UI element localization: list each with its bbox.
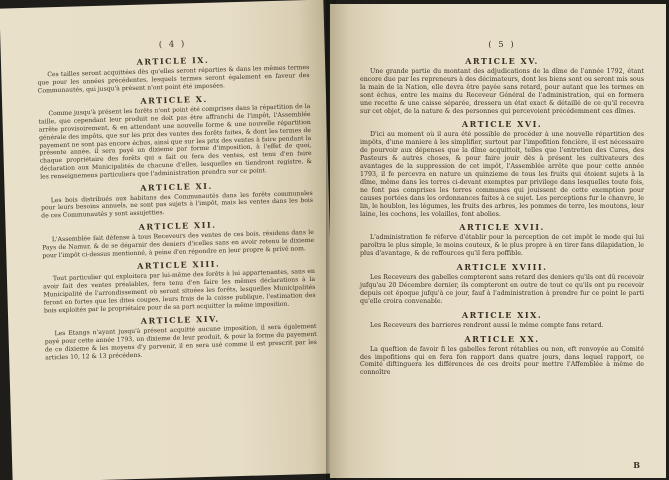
article-heading: ARTICLE XIV. [140, 313, 220, 327]
page-number-right: ( 5 ) [488, 40, 516, 50]
page-number-left: ( 4 ) [158, 39, 187, 51]
article-text: La queftion de favoir fi les gabelles feront rétablies ou non, eft renvoyée au Comité des impofitions qui en fera fon rapport dans quatre jours, dans lequel rapport, ce Comité diftinguera les différences de ces droits pour mettre l'Affemblée à même de connoître [360, 345, 644, 377]
signature-mark: B [633, 460, 640, 470]
article-text: Les bois distribués aux habitans des Communautés dans les forêts communales pour leurs besoins annuels, ne sont pas sujets à l'impôt, mais les ventes dans les bois de ces Communautés y sont assujetties. [40, 189, 314, 220]
article-text: Une grande partie du montant des adjudications de la dîme de l'année 1792, étant encore due par les repreneurs à des décimateurs, dont les biens sont ou seront mis sous la main de la Nation, elle devra être payée sans retard, pour autant que les termes en sont échus, entre les mains du Receveur Général de l'administration, qui en formera une recette & une caisse séparée, dressera un état exact & détaillé de ce qu'il recevra sur cet objet, de la nature & des personnes qui percevoient précédemment ces dîmes. [360, 68, 644, 115]
article-text: L'administration fe réferve d'établir pour la perception de cet impôt le mode qui lui paroîtra le plus simple, le moins couteux, & le plus propre à en tirer fans dilapidation, le plus d'avantage, & de reffources qu'il fera poffible. [360, 234, 644, 258]
article-heading: ARTICLE XII. [138, 219, 217, 232]
article-heading: ARTICLE XIII. [137, 258, 221, 272]
article-text: Les Receveurs des gabelles compteront sans retard des deniers qu'ils ont dû recevoir jufqu'au 20 Décembre dernier, ils compteront en outre de tout ce qu'ils ont pu recevoir depuis cet époque jufqu'à ce jour, fauf à l'administration à prendre fur ce point le parti qu'elle croira convenable. [360, 274, 644, 305]
article-text: Tout particulier qui exploitera par lui-même des forêts à lui appartenantes, sans en avoir fait des ventes préalables, fera tenu d'en faire les mêmes déclarations à la Municipalité de l'arrondissement où seront situées les forêts, lesquelles Municipalités feront en fortes que les dites coupes, leurs frais de la caisse publique, l'estimation des bois exploités par le propriétaire pour de sa part acquitter la même imposition. [43, 268, 316, 315]
article-heading: ARTICLE XX. [464, 333, 540, 344]
article-text: Comme jusqu'à présent les forêts n'ont point été comprises dans la répartition de la taille, que cependant leur produit ne doit pas être affranchi de l'impôt, l'Assemblée arrête provisoirement, & en attendant une nouvelle forme & une nouvelle répartition générale des impôts, que sur les prix des ventes des forêts faites, & dont les termes de payement ne sont pas encore échus, ainsi que sur les prix des ventes à faire pendant la présente année, il sera payé un dixieme par forme d'imposition, à l'effet de quoi, chaque propriétaire des forêts qui a fait ou fera des ventes, est tenu d'en faire déclaration aux Municipalités de chacune d'elles, lesquelles en tiendront registre, & les renseignemens particuliers que l'administration prendra sur ce point. [38, 103, 312, 181]
article-text: Ces tailles seront acquittées dès qu'elles seront réparties & dans les mêmes termes que pour les années précédentes, lesquels termes seront également en faveur des Communautés, qui jusqu'à présent n'ont point été imposées. [37, 63, 310, 95]
article-text: L'Assemblée fait défense à tous Receveurs des ventes de ces bois, résidens dans le Pays de Namur, & de se dégarnir des deniers d'icelles sans en avoir retenu le dixieme pour l'impôt ci-dessus mentionné, à peine d'en répondre en leur propre & privé nom. [42, 228, 315, 260]
article-heading: ARTICLE XV. [465, 56, 539, 66]
article-text: D'ici au moment où il aura été possible de procéder à une nouvelle répartition des impôts, d'une maniere à les simplifier, surtout par l'impofition foncière, il est nécessaire de pourvoir aux dépenses que la dîme acquittoit, telles que l'entretien des Cures, des Pasteurs & autres choses, & pour faire jouir dès à présent les cultivateurs des avantages de la suppression de cet impôt, l'Assemblée arrête que pour cette année 1793, il fe percevra en nature un quinzieme de tous les fruits qui étoient sujets à la dîme, même dans les terres ci-devant exemptes par privilege dans lesquelles toute fois, ne font pas comprises les terres communes qui jouissent de cette exemption pour causes portées dans les ordonnances faites à ce sujet. Les perceptions fur le chanvre, le lin, le houblon, les légumes, les fruits des arbres, les pommes de terre, les moutons, leur laine, les cochons, les volailles, font abolies. [360, 131, 644, 218]
article-text: Les Etangs n'ayant jusqu'à présent acquitté aucune imposition, il sera également payé pour cette année 1793, un dixieme de leur produit, & pour la forme du payement de ce dixieme & les moyens d'y parvenir, il en sera usé comme il est prescrit par les articles 10, 12 & 13 précédens. [44, 323, 317, 362]
article-heading: ARTICLE XIX. [461, 309, 543, 320]
article-heading: ARTICLE XVIII. [456, 262, 548, 273]
article-heading: ARTICLE X. [140, 94, 208, 107]
article-heading: ARTICLE XVI. [461, 119, 543, 130]
article-heading: ARTICLE XVII. [459, 222, 545, 233]
right-page [330, 4, 666, 478]
left-articles [37, 52, 317, 362]
article-heading: ARTICLE IX. [136, 54, 210, 67]
article-text: Les Receveurs des barrieres rendront aussi le même compte fans retard. [370, 321, 604, 329]
right-articles [360, 56, 644, 377]
article-heading: ARTICLE XI. [140, 180, 213, 193]
